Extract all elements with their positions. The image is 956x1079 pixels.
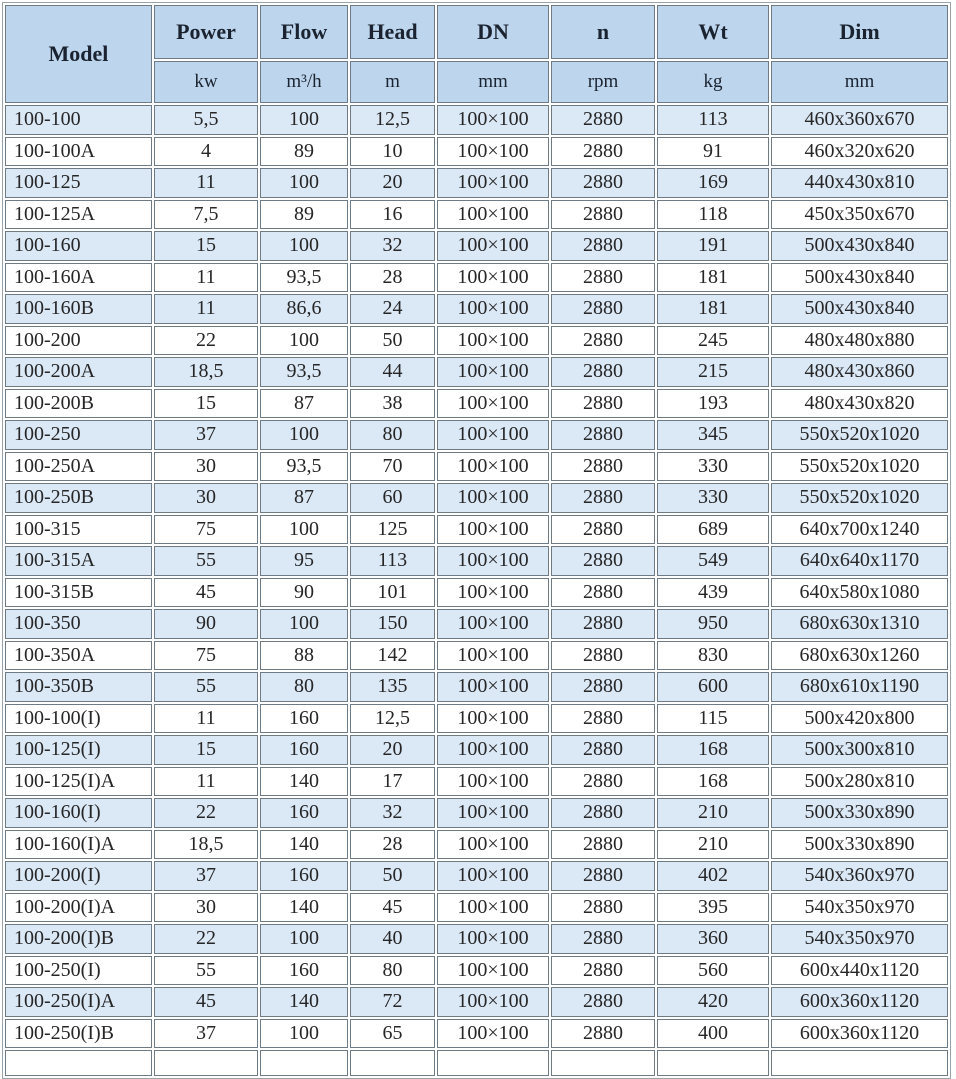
cell-dim: 550x520x1020: [771, 420, 948, 450]
table-row: [5, 924, 948, 954]
cell-wt: 560: [657, 956, 769, 986]
table-row: [5, 357, 948, 387]
cell-flow: 100: [260, 515, 348, 545]
cell-model: 100-160(I)A: [5, 830, 152, 860]
cell-model: 100-315B: [5, 578, 152, 608]
cell-model: 100-250B: [5, 483, 152, 513]
cell-model: 100-350A: [5, 641, 152, 671]
col-unit-head: m: [350, 61, 435, 103]
cell-dn: 100×100: [437, 672, 549, 702]
col-header-dim: Dim: [771, 5, 948, 59]
cell-dim: 450x350x670: [771, 200, 948, 230]
cell-n: 2880: [551, 767, 655, 797]
cell-model: 100-100A: [5, 137, 152, 167]
cell-n: 2880: [551, 578, 655, 608]
table-row: [5, 704, 948, 734]
cell-head: 60: [350, 483, 435, 513]
cell-head: 44: [350, 357, 435, 387]
cell-flow: 95: [260, 546, 348, 576]
cell-n: 2880: [551, 861, 655, 891]
cell-dim: 680x630x1260: [771, 641, 948, 671]
cell-head: 125: [350, 515, 435, 545]
cell-flow: 160: [260, 735, 348, 765]
cell-power: 45: [154, 987, 258, 1017]
table-row: [5, 420, 948, 450]
cell-head: 10: [350, 137, 435, 167]
table-row: [5, 609, 948, 639]
cell-n: 2880: [551, 420, 655, 450]
table-row: [5, 830, 948, 860]
cell-n: 2880: [551, 924, 655, 954]
cell-dn: 100×100: [437, 137, 549, 167]
cell-head: 16: [350, 200, 435, 230]
cell-power: 15: [154, 231, 258, 261]
cell-power: 90: [154, 609, 258, 639]
cell-model: 100-100: [5, 105, 152, 135]
cell-model: 100-250: [5, 420, 152, 450]
cell-head: 72: [350, 987, 435, 1017]
cell-dim: 500x330x890: [771, 798, 948, 828]
cell-flow: 160: [260, 798, 348, 828]
col-header-dn: DN: [437, 5, 549, 59]
cell-head: 135: [350, 672, 435, 702]
cell-model: 100-250(I): [5, 956, 152, 986]
header-row-labels: [5, 5, 948, 59]
cell-dn: 100×100: [437, 389, 549, 419]
table-row: [5, 672, 948, 702]
cell-flow: 89: [260, 200, 348, 230]
cell-empty: [5, 1050, 152, 1076]
cell-wt: 210: [657, 830, 769, 860]
cell-n: 2880: [551, 893, 655, 923]
table-row: [5, 861, 948, 891]
cell-power: 55: [154, 956, 258, 986]
cell-model: 100-125(I): [5, 735, 152, 765]
cell-n: 2880: [551, 987, 655, 1017]
cell-wt: 181: [657, 263, 769, 293]
table-row: [5, 137, 948, 167]
cell-head: 80: [350, 956, 435, 986]
cell-model: 100-315A: [5, 546, 152, 576]
cell-wt: 600: [657, 672, 769, 702]
table-row: [5, 326, 948, 356]
table-frame: [2, 2, 951, 1079]
cell-dim: 600x440x1120: [771, 956, 948, 986]
table-body: [5, 105, 948, 1076]
table-row: [5, 200, 948, 230]
cell-wt: 115: [657, 704, 769, 734]
cell-head: 40: [350, 924, 435, 954]
table-row: [5, 168, 948, 198]
cell-dn: 100×100: [437, 294, 549, 324]
cell-wt: 400: [657, 1019, 769, 1049]
cell-dim: 640x580x1080: [771, 578, 948, 608]
cell-dim: 460x320x620: [771, 137, 948, 167]
cell-n: 2880: [551, 672, 655, 702]
cell-model: 100-200(I)A: [5, 893, 152, 923]
table-row: [5, 798, 948, 828]
cell-power: 11: [154, 767, 258, 797]
cell-flow: 87: [260, 483, 348, 513]
cell-dn: 100×100: [437, 483, 549, 513]
cell-wt: 210: [657, 798, 769, 828]
cell-dim: 480x430x820: [771, 389, 948, 419]
table-header: [5, 5, 948, 103]
cell-dn: 100×100: [437, 767, 549, 797]
cell-dn: 100×100: [437, 263, 549, 293]
table-row: [5, 483, 948, 513]
cell-wt: 439: [657, 578, 769, 608]
cell-dim: 540x360x970: [771, 861, 948, 891]
cell-dn: 100×100: [437, 200, 549, 230]
cell-dn: 100×100: [437, 452, 549, 482]
col-header-flow: Flow: [260, 5, 348, 59]
cell-flow: 100: [260, 924, 348, 954]
cell-dn: 100×100: [437, 987, 549, 1017]
cell-model: 100-200A: [5, 357, 152, 387]
cell-model: 100-125: [5, 168, 152, 198]
col-header-n: n: [551, 5, 655, 59]
cell-empty: [437, 1050, 549, 1076]
cell-power: 37: [154, 1019, 258, 1049]
cell-head: 28: [350, 263, 435, 293]
cell-flow: 140: [260, 830, 348, 860]
cell-dn: 100×100: [437, 1019, 549, 1049]
table-row: [5, 987, 948, 1017]
cell-dn: 100×100: [437, 420, 549, 450]
cell-n: 2880: [551, 326, 655, 356]
cell-head: 150: [350, 609, 435, 639]
table-row: [5, 578, 948, 608]
cell-n: 2880: [551, 231, 655, 261]
cell-dim: 460x360x670: [771, 105, 948, 135]
cell-flow: 100: [260, 420, 348, 450]
cell-dim: 540x350x970: [771, 924, 948, 954]
cell-power: 22: [154, 798, 258, 828]
col-unit-dn: mm: [437, 61, 549, 103]
table-row: [5, 105, 948, 135]
cell-wt: 215: [657, 357, 769, 387]
cell-model: 100-160(I): [5, 798, 152, 828]
cell-head: 80: [350, 420, 435, 450]
cell-flow: 100: [260, 1019, 348, 1049]
cell-empty: [154, 1050, 258, 1076]
cell-wt: 345: [657, 420, 769, 450]
cell-wt: 402: [657, 861, 769, 891]
cell-n: 2880: [551, 735, 655, 765]
cell-wt: 91: [657, 137, 769, 167]
table-row: [5, 735, 948, 765]
cell-head: 50: [350, 861, 435, 891]
cell-dn: 100×100: [437, 641, 549, 671]
cell-wt: 395: [657, 893, 769, 923]
cell-head: 24: [350, 294, 435, 324]
cell-power: 37: [154, 861, 258, 891]
cell-head: 32: [350, 231, 435, 261]
cell-dn: 100×100: [437, 578, 549, 608]
cell-wt: 330: [657, 452, 769, 482]
col-unit-power: kw: [154, 61, 258, 103]
table-row: [5, 294, 948, 324]
col-header-head: Head: [350, 5, 435, 59]
cell-flow: 88: [260, 641, 348, 671]
cell-dim: 440x430x810: [771, 168, 948, 198]
cell-power: 45: [154, 578, 258, 608]
cell-dn: 100×100: [437, 168, 549, 198]
cell-power: 37: [154, 420, 258, 450]
cell-power: 22: [154, 924, 258, 954]
cell-power: 18,5: [154, 357, 258, 387]
cell-flow: 160: [260, 861, 348, 891]
table-row: [5, 515, 948, 545]
cell-dim: 550x520x1020: [771, 452, 948, 482]
cell-n: 2880: [551, 798, 655, 828]
cell-wt: 181: [657, 294, 769, 324]
cell-head: 12,5: [350, 704, 435, 734]
cell-dim: 600x360x1120: [771, 1019, 948, 1049]
cell-n: 2880: [551, 452, 655, 482]
cell-model: 100-250(I)B: [5, 1019, 152, 1049]
cell-dn: 100×100: [437, 515, 549, 545]
cell-dim: 500x430x840: [771, 263, 948, 293]
cell-head: 12,5: [350, 105, 435, 135]
cell-power: 75: [154, 641, 258, 671]
cell-n: 2880: [551, 641, 655, 671]
cell-power: 4: [154, 137, 258, 167]
cell-power: 15: [154, 735, 258, 765]
cell-dim: 500x420x800: [771, 704, 948, 734]
cell-wt: 118: [657, 200, 769, 230]
cell-head: 65: [350, 1019, 435, 1049]
cell-head: 32: [350, 798, 435, 828]
cell-n: 2880: [551, 168, 655, 198]
cell-dn: 100×100: [437, 798, 549, 828]
cell-wt: 549: [657, 546, 769, 576]
col-unit-flow: m³/h: [260, 61, 348, 103]
cell-empty: [350, 1050, 435, 1076]
cell-model: 100-160B: [5, 294, 152, 324]
cell-flow: 93,5: [260, 357, 348, 387]
cell-model: 100-160A: [5, 263, 152, 293]
cell-model: 100-250A: [5, 452, 152, 482]
cell-model: 100-350: [5, 609, 152, 639]
cell-empty: [551, 1050, 655, 1076]
table-row: [5, 452, 948, 482]
cell-power: 7,5: [154, 200, 258, 230]
cell-head: 38: [350, 389, 435, 419]
cell-power: 18,5: [154, 830, 258, 860]
cell-model: 100-200: [5, 326, 152, 356]
cell-wt: 168: [657, 735, 769, 765]
cell-flow: 140: [260, 893, 348, 923]
cell-dn: 100×100: [437, 893, 549, 923]
cell-dn: 100×100: [437, 735, 549, 765]
cell-wt: 193: [657, 389, 769, 419]
cell-head: 20: [350, 168, 435, 198]
cell-head: 50: [350, 326, 435, 356]
partial-row-cutoff: [5, 1050, 948, 1076]
cell-dim: 600x360x1120: [771, 987, 948, 1017]
cell-power: 30: [154, 483, 258, 513]
cell-n: 2880: [551, 105, 655, 135]
cell-flow: 100: [260, 168, 348, 198]
cell-power: 30: [154, 893, 258, 923]
cell-flow: 100: [260, 326, 348, 356]
cell-dn: 100×100: [437, 546, 549, 576]
cell-dn: 100×100: [437, 609, 549, 639]
cell-head: 101: [350, 578, 435, 608]
cell-n: 2880: [551, 1019, 655, 1049]
cell-dim: 680x630x1310: [771, 609, 948, 639]
cell-head: 20: [350, 735, 435, 765]
cell-n: 2880: [551, 515, 655, 545]
cell-head: 113: [350, 546, 435, 576]
cell-wt: 113: [657, 105, 769, 135]
cell-model: 100-200(I): [5, 861, 152, 891]
cell-dn: 100×100: [437, 357, 549, 387]
cell-model: 100-200(I)B: [5, 924, 152, 954]
table-row: [5, 263, 948, 293]
cell-empty: [771, 1050, 948, 1076]
cell-n: 2880: [551, 263, 655, 293]
cell-model: 100-315: [5, 515, 152, 545]
cell-head: 45: [350, 893, 435, 923]
cell-flow: 160: [260, 956, 348, 986]
cell-model: 100-250(I)A: [5, 987, 152, 1017]
cell-model: 100-350B: [5, 672, 152, 702]
table-row: [5, 641, 948, 671]
cell-wt: 245: [657, 326, 769, 356]
cell-flow: 100: [260, 105, 348, 135]
table-row: [5, 767, 948, 797]
cell-n: 2880: [551, 357, 655, 387]
cell-model: 100-200B: [5, 389, 152, 419]
cell-power: 5,5: [154, 105, 258, 135]
cell-wt: 420: [657, 987, 769, 1017]
cell-flow: 86,6: [260, 294, 348, 324]
cell-n: 2880: [551, 294, 655, 324]
cell-wt: 830: [657, 641, 769, 671]
cell-power: 11: [154, 704, 258, 734]
cell-dn: 100×100: [437, 105, 549, 135]
table-row: [5, 956, 948, 986]
cell-flow: 140: [260, 987, 348, 1017]
cell-empty: [657, 1050, 769, 1076]
cell-dn: 100×100: [437, 924, 549, 954]
cell-dn: 100×100: [437, 956, 549, 986]
cell-power: 55: [154, 546, 258, 576]
cell-flow: 89: [260, 137, 348, 167]
cell-dim: 640x700x1240: [771, 515, 948, 545]
cell-flow: 87: [260, 389, 348, 419]
cell-n: 2880: [551, 137, 655, 167]
cell-head: 17: [350, 767, 435, 797]
cell-wt: 689: [657, 515, 769, 545]
table-row: [5, 1019, 948, 1049]
cell-model: 100-125(I)A: [5, 767, 152, 797]
cell-dim: 550x520x1020: [771, 483, 948, 513]
cell-dn: 100×100: [437, 326, 549, 356]
cell-flow: 140: [260, 767, 348, 797]
table-row: [5, 231, 948, 261]
cell-dim: 480x480x880: [771, 326, 948, 356]
cell-power: 11: [154, 294, 258, 324]
cell-power: 30: [154, 452, 258, 482]
cell-n: 2880: [551, 546, 655, 576]
cell-flow: 93,5: [260, 263, 348, 293]
col-header-model: Model: [5, 5, 152, 103]
cell-dim: 480x430x860: [771, 357, 948, 387]
cell-dim: 500x300x810: [771, 735, 948, 765]
cell-dn: 100×100: [437, 231, 549, 261]
table-row: [5, 546, 948, 576]
cell-dim: 500x430x840: [771, 231, 948, 261]
cell-dim: 540x350x970: [771, 893, 948, 923]
cell-flow: 90: [260, 578, 348, 608]
cell-power: 55: [154, 672, 258, 702]
cell-dn: 100×100: [437, 830, 549, 860]
cell-dim: 500x330x890: [771, 830, 948, 860]
cell-wt: 168: [657, 767, 769, 797]
cell-head: 142: [350, 641, 435, 671]
table-row: [5, 893, 948, 923]
cell-head: 70: [350, 452, 435, 482]
table-row: [5, 389, 948, 419]
cell-flow: 100: [260, 231, 348, 261]
cell-flow: 80: [260, 672, 348, 702]
cell-empty: [260, 1050, 348, 1076]
cell-wt: 950: [657, 609, 769, 639]
col-unit-n: rpm: [551, 61, 655, 103]
cell-head: 28: [350, 830, 435, 860]
cell-n: 2880: [551, 389, 655, 419]
pump-spec-table: [3, 3, 950, 1078]
cell-n: 2880: [551, 956, 655, 986]
cell-wt: 330: [657, 483, 769, 513]
cell-dim: 680x610x1190: [771, 672, 948, 702]
cell-wt: 191: [657, 231, 769, 261]
cell-n: 2880: [551, 830, 655, 860]
cell-dn: 100×100: [437, 704, 549, 734]
col-unit-dim: mm: [771, 61, 948, 103]
cell-wt: 360: [657, 924, 769, 954]
cell-n: 2880: [551, 704, 655, 734]
cell-wt: 169: [657, 168, 769, 198]
col-header-wt: Wt: [657, 5, 769, 59]
cell-model: 100-125A: [5, 200, 152, 230]
col-header-power: Power: [154, 5, 258, 59]
cell-dim: 500x430x840: [771, 294, 948, 324]
cell-dn: 100×100: [437, 861, 549, 891]
cell-flow: 100: [260, 609, 348, 639]
cell-power: 11: [154, 263, 258, 293]
col-unit-wt: kg: [657, 61, 769, 103]
cell-dim: 500x280x810: [771, 767, 948, 797]
cell-n: 2880: [551, 609, 655, 639]
cell-model: 100-100(I): [5, 704, 152, 734]
cell-dim: 640x640x1170: [771, 546, 948, 576]
cell-n: 2880: [551, 200, 655, 230]
cell-power: 22: [154, 326, 258, 356]
cell-flow: 93,5: [260, 452, 348, 482]
cell-power: 75: [154, 515, 258, 545]
cell-flow: 160: [260, 704, 348, 734]
cell-power: 11: [154, 168, 258, 198]
cell-model: 100-160: [5, 231, 152, 261]
cell-power: 15: [154, 389, 258, 419]
cell-n: 2880: [551, 483, 655, 513]
